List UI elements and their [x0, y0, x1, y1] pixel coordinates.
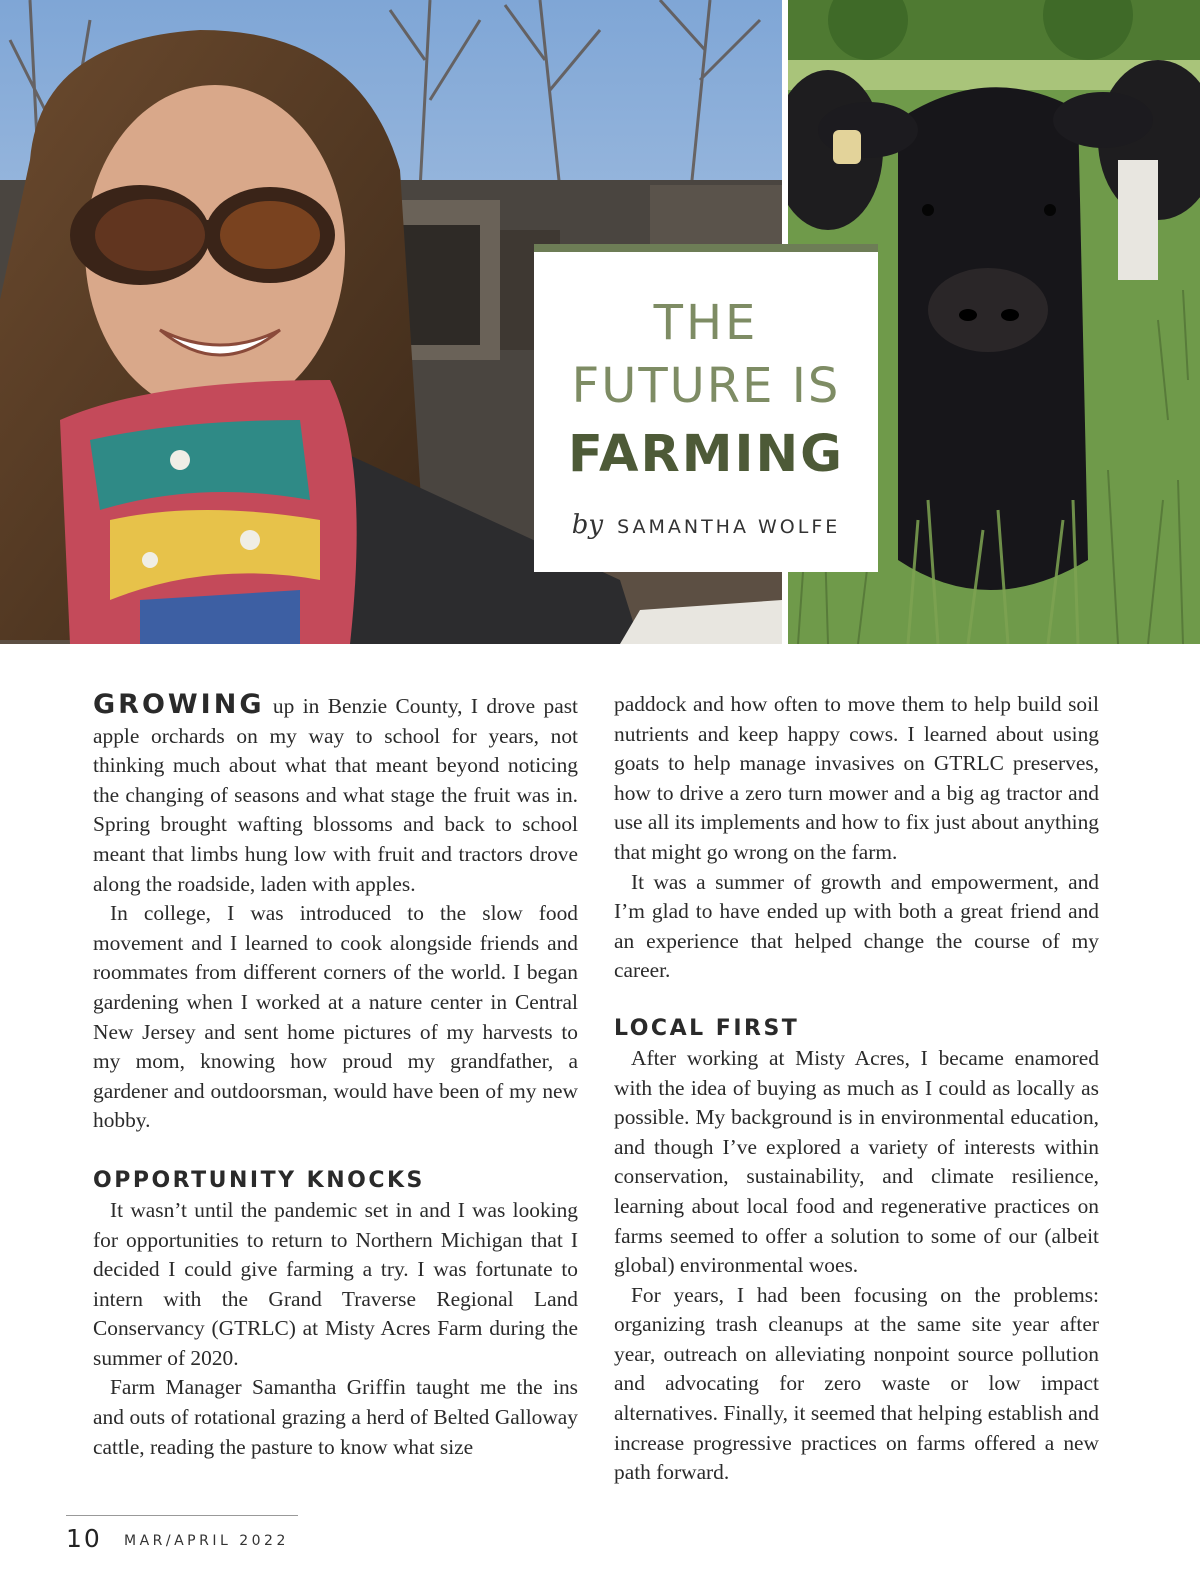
footer-rule: [66, 1515, 298, 1516]
title-line-1: THE: [653, 295, 759, 351]
paragraph-3: It wasn’t until the pandemic set in and I was looking for opportunities to return to Northern Michigan that I decided I could give farming a try. I was fortunate to intern with the Grand Traverse Regional Land Conservancy (GTRLC) at Misty Acres Farm during the summer of 2020.: [93, 1197, 578, 1370]
section-heading-local-first: LOCAL FIRST: [614, 1015, 800, 1041]
title-line-3: FARMING: [568, 425, 844, 484]
title-line-2: FUTURE IS: [571, 358, 841, 414]
paragraph-4-continued: paddock and how often to move them to help build soil nutrients and keep happy cows. I learned about using goats to help manage invasives on GTRLC preserves, how to drive a zero turn mower and a big ag tractor and use all its implements and how to fix just about anything that might go wrong on the farm.: [614, 692, 1099, 864]
byline-by: by: [571, 510, 604, 540]
paragraph-1: [93, 690, 578, 899]
article-column-right: [614, 690, 1099, 1488]
byline: [534, 510, 878, 540]
author-name: SAMANTHA WOLFE: [617, 516, 841, 538]
paragraph-5: It was a summer of growth and empowerment, and I’m glad to have ended up with both a great friend and an experience that helped change the course of my career.: [614, 869, 1099, 983]
paragraph-6: After working at Misty Acres, I became enamored with the idea of buying as much as I could as locally as possible. My background is in environmental education, and though I’ve explored a variety of interests within conservation, sustainability, and climate resilience, learning about local food and regenerative practices on farms seemed to offer a solution to some of our (albeit global) environmental woes.: [614, 1045, 1099, 1278]
lead-word: GROWING: [93, 689, 265, 720]
paragraph-4: Farm Manager Samantha Griffin taught me the ins and outs of rotational grazing a herd of Belted Galloway cattle, reading the pasture to know what size: [93, 1375, 578, 1459]
page-number: 10: [66, 1524, 102, 1553]
paragraph-7: For years, I had been focusing on the problems: organizing trash cleanups at the same site year after year, outreach on alleviating nonpoint source pollution and advocating for zero waste or low impact alternatives. Finally, it seemed that helping establish and increase progressive practices on farms offered a new path forward.: [614, 1282, 1099, 1485]
article-column-left: [93, 690, 578, 1462]
paragraph-1-text: up in Benzie County, I drove past apple orchards on my way to school for years, not thinking much about what that meant beyond noticing the changing of seasons and what stage the fruit was in. Spring brought wafting blossoms and back to school meant that limbs hung low with fruit and tractors drove along the roadside, laden with apples.: [93, 694, 578, 896]
title-box: [534, 244, 878, 572]
paragraph-2: In college, I was introduced to the slow food movement and I learned to cook alongside friends and roommates from different corners of the world. I began gardening when I worked at a nature center in Central New Jersey and sent home pictures of my harvests to my mom, knowing how proud my grandfather, a gardener and outdoorsman, would have been of my new hobby.: [93, 901, 578, 1133]
issue-date: MAR/APRIL 2022: [124, 1533, 289, 1549]
section-heading-opportunity: OPPORTUNITY KNOCKS: [93, 1167, 425, 1193]
